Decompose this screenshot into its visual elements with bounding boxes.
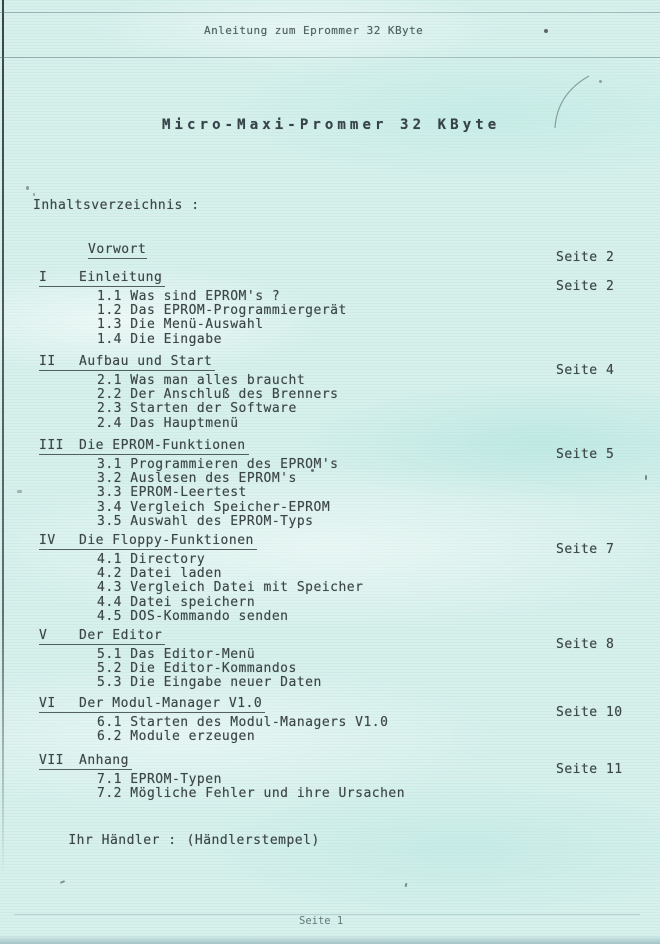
- scan-left-border: [2, 0, 4, 876]
- toc-section-heading: [39, 697, 265, 713]
- footer-page-number: Seite 1: [299, 915, 344, 927]
- scan-speck: [544, 29, 548, 33]
- dealer-label: Ihr Händler :: [68, 833, 177, 848]
- toc-item: 3.3 EPROM-Leertest: [97, 485, 247, 501]
- toc-section: [39, 629, 639, 691]
- toc-section-numeral: I: [39, 270, 48, 285]
- toc-section-numeral: III: [39, 438, 64, 453]
- toc-item: 6.1 Starten des Modul-Managers V1.0: [97, 715, 389, 730]
- toc-item: 1.4 Die Eingabe: [97, 331, 222, 347]
- toc-item: 4.4 Datei speichern: [97, 594, 256, 610]
- toc-item: 2.1 Was man alles braucht: [97, 373, 306, 388]
- toc-section-title: Die EPROM-Funktionen: [79, 438, 246, 453]
- toc-page-number: Seite 4: [556, 363, 615, 378]
- toc-section-numeral: IV: [39, 533, 56, 548]
- toc-section-heading: [39, 439, 249, 455]
- toc-item: 4.5 DOS-Kommando senden: [97, 608, 289, 624]
- document-title: Micro-Maxi-Prommer 32 KByte: [162, 117, 501, 133]
- toc-preface-label: Vorwort: [88, 242, 147, 257]
- toc-page-number: Seite 10: [556, 705, 623, 720]
- toc-preface: [88, 242, 648, 265]
- toc-section-numeral: VI: [39, 696, 56, 711]
- toc-item: 7.2 Mögliche Fehler und ihre Ursachen: [97, 786, 406, 802]
- toc-item: 4.2 Datei laden: [97, 566, 222, 582]
- toc-section-title: Die Floppy-Funktionen: [79, 533, 254, 548]
- toc-section-items: [97, 458, 639, 529]
- toc-item: 5.2 Die Editor-Kommandos: [97, 661, 297, 677]
- scan-speck: [26, 186, 29, 190]
- toc-item: 1.2 Das EPROM-Programmiergerät: [97, 303, 347, 319]
- toc-item: 4.1 Directory: [97, 552, 206, 567]
- toc-section: [39, 534, 639, 624]
- toc-item: 4.3 Vergleich Datei mit Speicher: [97, 580, 364, 596]
- toc-section: [39, 439, 639, 529]
- toc-page-number: Seite 2: [556, 250, 615, 265]
- toc-item: 5.1 Das Editor-Menü: [97, 647, 256, 662]
- toc-section: [39, 697, 639, 744]
- toc-section-numeral: V: [39, 628, 48, 643]
- toc-section-numeral: VII: [39, 753, 64, 768]
- dealer-stamp-note: (Händlerstempel): [186, 833, 320, 848]
- scan-speck: [33, 193, 35, 196]
- toc-heading: Inhaltsverzeichnis :: [33, 198, 200, 213]
- toc-item: 1.3 Die Menü-Auswahl: [97, 317, 264, 333]
- toc-item: 3.2 Auslesen des EPROM's: [97, 471, 297, 487]
- toc-item: 3.4 Vergleich Speicher-EPROM: [97, 499, 331, 515]
- toc-section-items: [97, 716, 639, 744]
- toc-section-items: [97, 648, 639, 691]
- toc-page-number: Seite 11: [556, 762, 623, 777]
- pencil-mark-artifact: [551, 72, 593, 130]
- toc-item: 3.5 Auswahl des EPROM-Typs: [97, 513, 314, 529]
- toc-item: 6.2 Module erzeugen: [97, 729, 256, 745]
- toc-item: 5.3 Die Eingabe neuer Daten: [97, 675, 322, 691]
- toc-section-heading: [39, 534, 257, 550]
- toc-section: [39, 355, 639, 431]
- toc-section-title: Einleitung: [79, 270, 163, 285]
- toc-page-number: Seite 8: [556, 637, 615, 652]
- toc-section-heading: [39, 629, 165, 645]
- dealer-line: [35, 818, 320, 863]
- scan-speck: [645, 475, 647, 480]
- toc-section-items: [97, 374, 639, 431]
- toc-section-title: Der Editor: [79, 628, 163, 643]
- toc-item: 2.3 Starten der Software: [97, 401, 297, 417]
- toc-page-number: Seite 7: [556, 542, 615, 557]
- scan-speck: [60, 880, 65, 884]
- toc-item: 3.1 Programmieren des EPROM's: [97, 457, 339, 472]
- toc-section-items: [97, 773, 639, 801]
- toc-section-heading: [39, 355, 215, 371]
- scan-speck: [405, 883, 408, 887]
- toc-section-title: Aufbau und Start: [79, 354, 213, 369]
- scan-bottom-edge: [0, 935, 660, 944]
- toc-section-heading: [39, 754, 132, 770]
- scan-rule-header: [0, 57, 660, 58]
- scan-speck: [599, 80, 602, 83]
- toc-item: 2.2 Der Anschluß des Brenners: [97, 387, 339, 403]
- toc-section-title: Anhang: [79, 753, 129, 768]
- toc-section-title: Der Modul-Manager V1.0: [79, 696, 263, 711]
- toc-item: 2.4 Das Hauptmenü: [97, 415, 239, 431]
- toc-item: 7.1 EPROM-Typen: [97, 772, 222, 787]
- scan-speck: [17, 490, 22, 493]
- toc-section: [39, 754, 639, 801]
- page-header: Anleitung zum Eprommer 32 KByte: [204, 24, 424, 37]
- toc-page-number: Seite 5: [556, 447, 615, 462]
- toc-section: [39, 271, 639, 347]
- toc-item: 1.1 Was sind EPROM's ?: [97, 289, 281, 304]
- toc-section-numeral: II: [39, 354, 56, 369]
- toc-section-heading: [39, 271, 165, 287]
- scan-rule-top: [0, 12, 660, 13]
- toc-section-items: [97, 290, 639, 347]
- toc-section-items: [97, 553, 639, 624]
- toc-page-number: Seite 2: [556, 279, 615, 294]
